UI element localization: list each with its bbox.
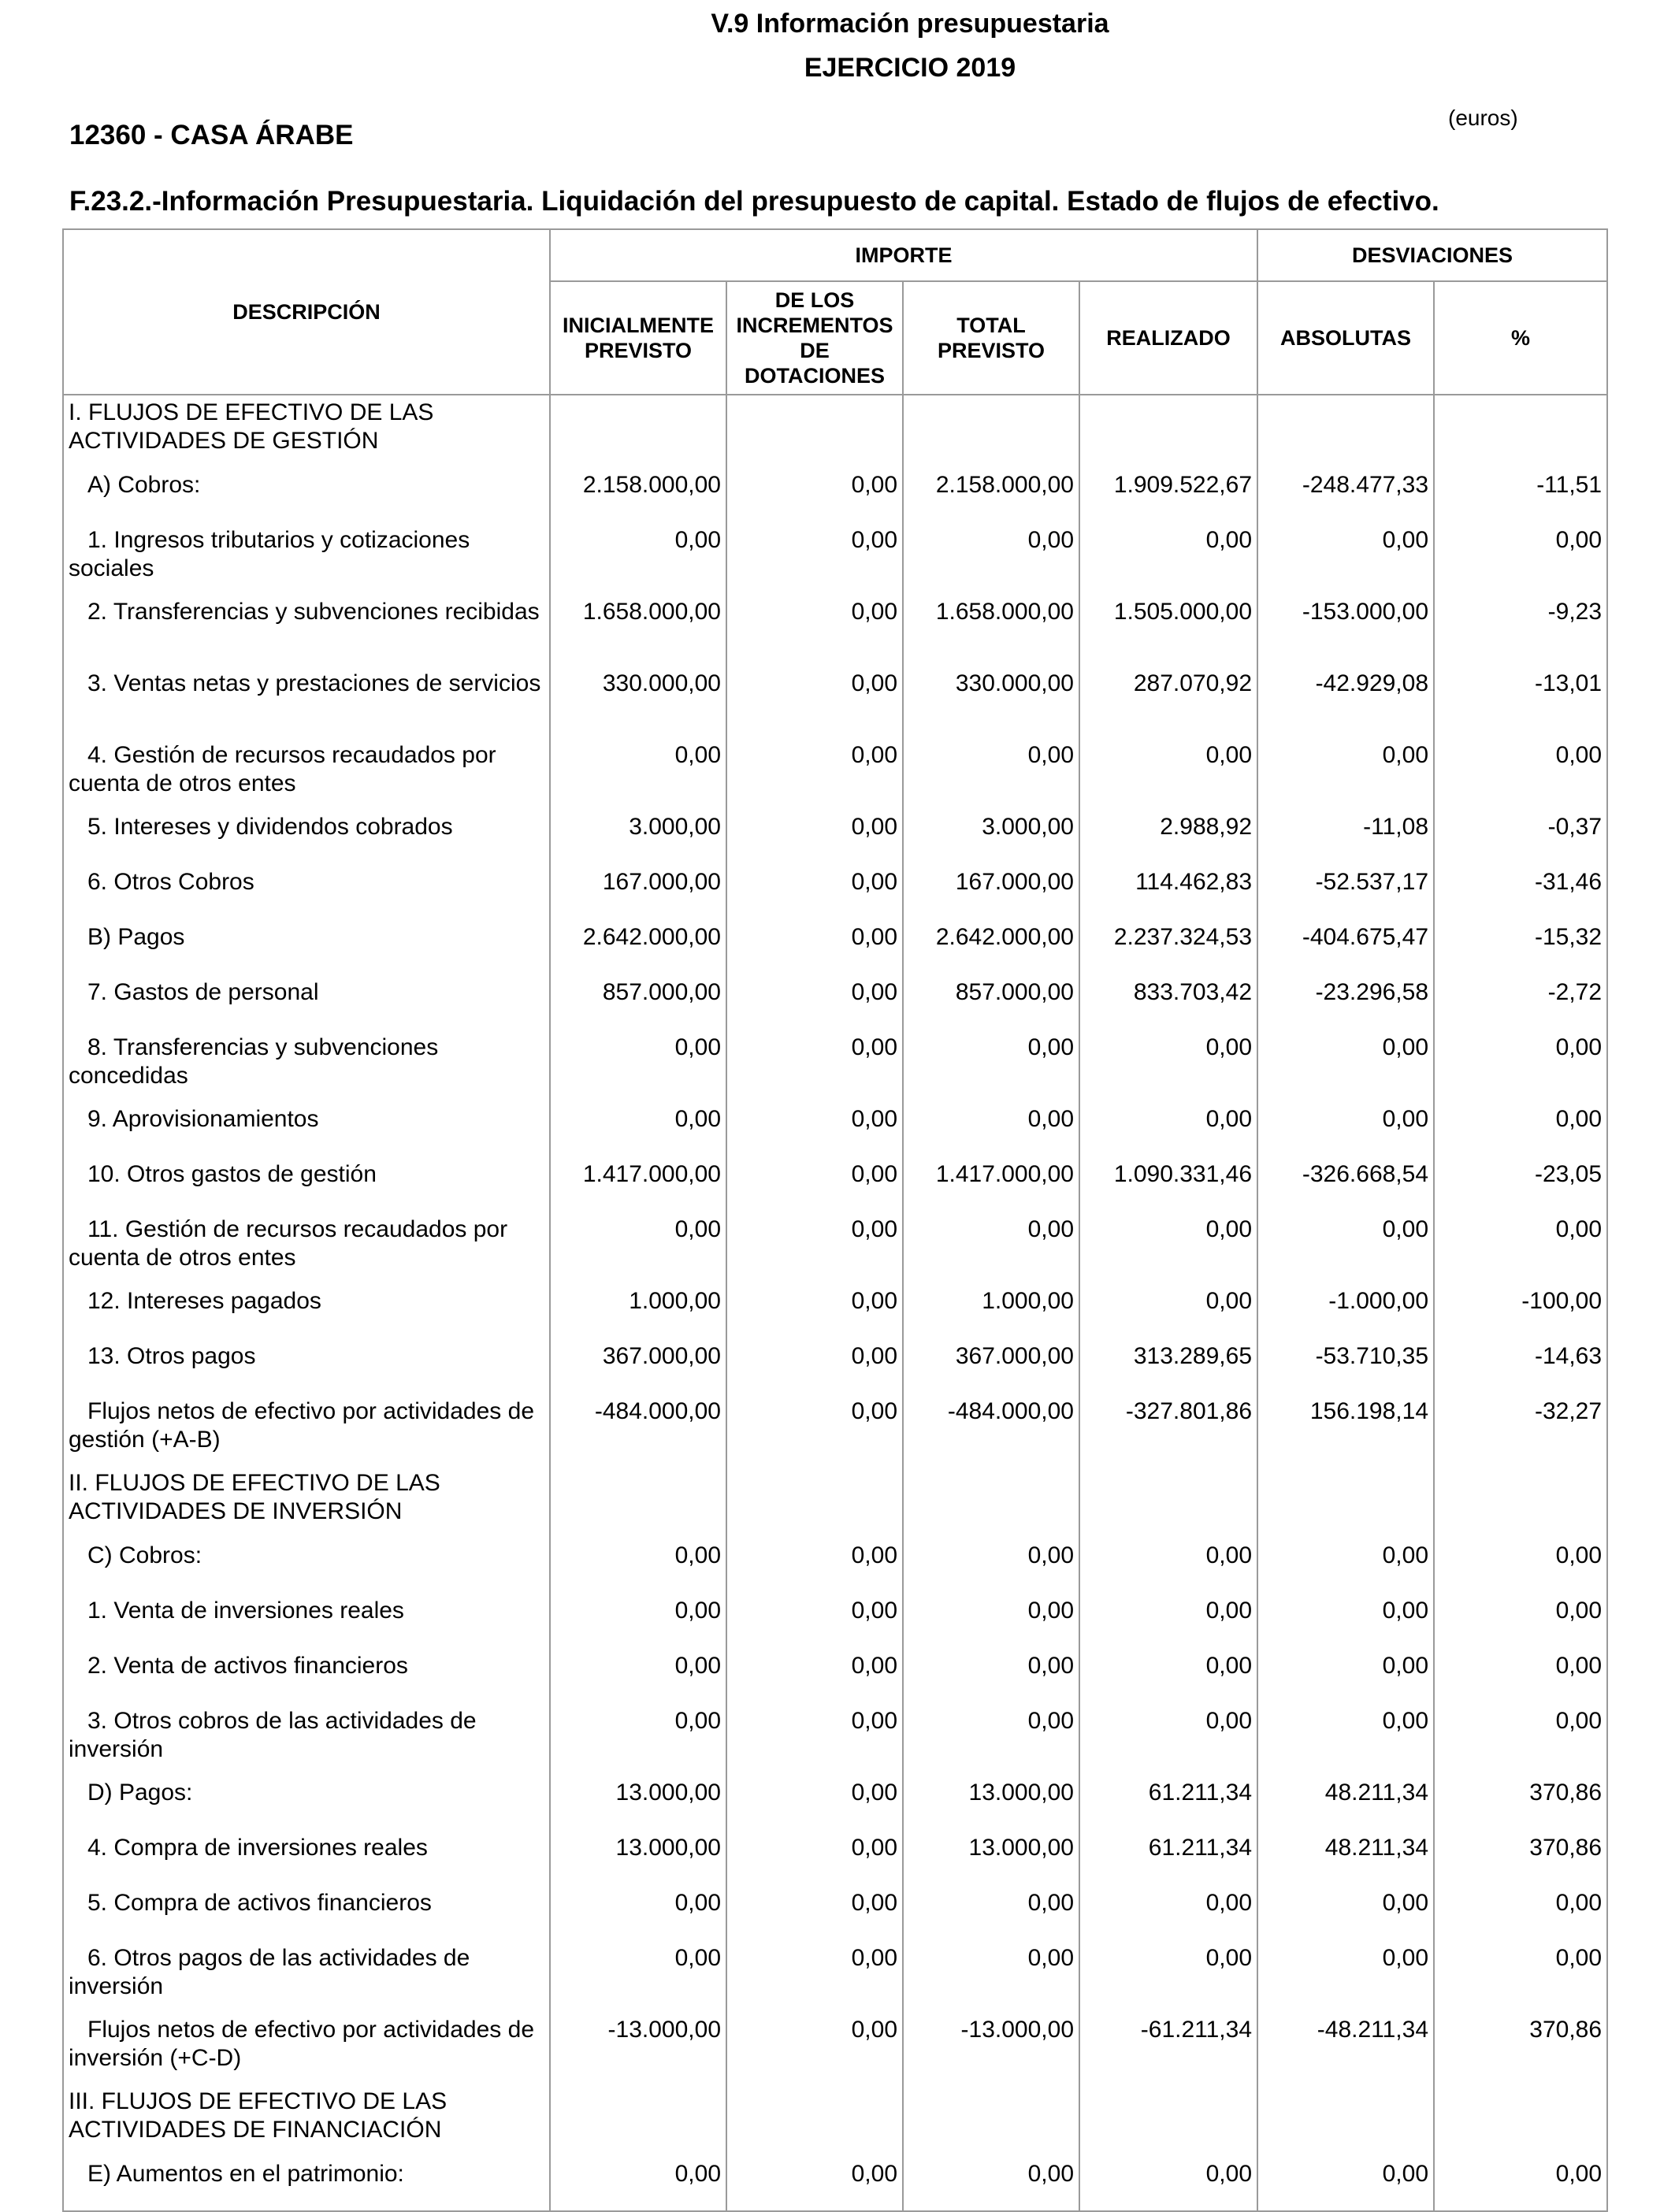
cell-total: 3.000,00 [903,810,1079,865]
cell-total: 0,00 [903,1030,1079,1102]
cell-total: -13.000,00 [903,2013,1079,2084]
cell-absolutas: -404.675,47 [1257,920,1434,975]
cell-pct: 0,00 [1434,523,1607,595]
row-description: I. FLUJOS DE EFECTIVO DE LAS ACTIVIDADES DE GESTIÓN [63,395,550,468]
cell-total [903,395,1079,468]
row-description: 5. Intereses y dividendos cobrados [63,810,550,865]
cell-absolutas: -53.710,35 [1257,1339,1434,1394]
cell-pct: 0,00 [1434,1102,1607,1157]
cell-pct [1434,395,1607,468]
cell-total: 0,00 [903,1886,1079,1941]
table-row [63,1886,1607,1941]
cell-total: 0,00 [903,1102,1079,1157]
cell-pct: 0,00 [1434,1030,1607,1102]
col-header-total: TOTAL PREVISTO [903,281,1079,395]
cell-pct: 0,00 [1434,1212,1607,1284]
table-row [63,920,1607,975]
row-description: B) Pagos [63,920,550,975]
cell-incrementos: 0,00 [726,595,903,666]
cell-inicial [550,1466,726,1538]
cell-pct: -23,05 [1434,1157,1607,1212]
cell-absolutas: -42.929,08 [1257,666,1434,738]
cell-inicial: 857.000,00 [550,975,726,1030]
row-description: III. FLUJOS DE EFECTIVO DE LAS ACTIVIDADES DE FINANCIACIÓN [63,2084,550,2157]
group-header-importe: IMPORTE [550,229,1257,281]
cell-absolutas: -11,08 [1257,810,1434,865]
cell-absolutas: 0,00 [1257,1704,1434,1776]
cell-incrementos: 0,00 [726,810,903,865]
entity-name: 12360 - CASA ÁRABE [69,120,354,150]
table-row [63,738,1607,810]
cell-incrementos: 0,00 [726,1102,903,1157]
row-description: 9. Aprovisionamientos [63,1102,550,1157]
cell-realizado [1079,2084,1257,2157]
cell-realizado: 833.703,42 [1079,975,1257,1030]
cell-total: 1.417.000,00 [903,1157,1079,1212]
cell-incrementos: 0,00 [726,1157,903,1212]
table-row [63,468,1607,523]
cell-incrementos: 0,00 [726,1538,903,1594]
cell-incrementos: 0,00 [726,1831,903,1886]
cell-inicial: 1.417.000,00 [550,1157,726,1212]
cell-absolutas: -248.477,33 [1257,468,1434,523]
cell-incrementos: 0,00 [726,666,903,738]
cell-incrementos: 0,00 [726,468,903,523]
cell-total: 2.642.000,00 [903,920,1079,975]
cell-total: 857.000,00 [903,975,1079,1030]
cell-inicial: 1.000,00 [550,1284,726,1339]
cell-absolutas: 0,00 [1257,738,1434,810]
cell-incrementos: 0,00 [726,1212,903,1284]
cell-incrementos: 0,00 [726,1030,903,1102]
cell-pct: 0,00 [1434,1649,1607,1704]
row-description: 13. Otros pagos [63,1339,550,1394]
cell-realizado: 0,00 [1079,2157,1257,2211]
cell-realizado: 313.289,65 [1079,1339,1257,1394]
row-description: Flujos netos de efectivo por actividades de gestión (+A-B) [63,1394,550,1466]
cell-inicial: 367.000,00 [550,1339,726,1394]
cell-realizado: 0,00 [1079,1212,1257,1284]
table-row [63,1704,1607,1776]
cell-absolutas: 0,00 [1257,1212,1434,1284]
cell-absolutas: 0,00 [1257,523,1434,595]
table-row [63,865,1607,920]
cell-realizado: 2.988,92 [1079,810,1257,865]
cell-total: 0,00 [903,1594,1079,1649]
cell-pct: 0,00 [1434,1538,1607,1594]
cell-total: 0,00 [903,1212,1079,1284]
cell-absolutas [1257,395,1434,468]
currency-units: (euros) [1448,106,1518,130]
row-description: A) Cobros: [63,468,550,523]
cell-inicial: -484.000,00 [550,1394,726,1466]
cell-realizado: 61.211,34 [1079,1831,1257,1886]
cell-absolutas: 0,00 [1257,1102,1434,1157]
cell-pct: 0,00 [1434,1594,1607,1649]
table-row [63,810,1607,865]
table-row [63,975,1607,1030]
cell-absolutas: -326.668,54 [1257,1157,1434,1212]
cell-pct: -32,27 [1434,1394,1607,1466]
row-description: 2. Transferencias y subvenciones recibidas [63,595,550,666]
report-subtitle: F.23.2.-Información Presupuestaria. Liquidación del presupuesto de capital. Estado de flujos de efectivo. [69,186,1439,217]
col-header-incrementos: DE LOS INCREMENTOS DE DOTACIONES [726,281,903,395]
row-description: Flujos netos de efectivo por actividades de inversión (+C-D) [63,2013,550,2084]
cell-total: 13.000,00 [903,1831,1079,1886]
cell-absolutas: 0,00 [1257,1030,1434,1102]
cell-absolutas: 48.211,34 [1257,1831,1434,1886]
row-description: 3. Otros cobros de las actividades de inversión [63,1704,550,1776]
cell-inicial: 0,00 [550,1704,726,1776]
cell-realizado: 0,00 [1079,1704,1257,1776]
cell-realizado: 61.211,34 [1079,1776,1257,1831]
cell-incrementos: 0,00 [726,1594,903,1649]
col-header-absolutas: ABSOLUTAS [1257,281,1434,395]
cell-pct: -2,72 [1434,975,1607,1030]
cell-inicial: 0,00 [550,1594,726,1649]
cell-total: 0,00 [903,2157,1079,2211]
table-row [63,1394,1607,1466]
cell-total: 0,00 [903,738,1079,810]
cell-total: 167.000,00 [903,865,1079,920]
cell-incrementos [726,2084,903,2157]
cell-absolutas: 0,00 [1257,1538,1434,1594]
table-row [63,1157,1607,1212]
cell-inicial: 0,00 [550,1102,726,1157]
cell-absolutas: -23.296,58 [1257,975,1434,1030]
cell-absolutas: 0,00 [1257,1649,1434,1704]
cell-absolutas: -153.000,00 [1257,595,1434,666]
cell-inicial: 167.000,00 [550,865,726,920]
cell-realizado: 1.909.522,67 [1079,468,1257,523]
cell-pct: 0,00 [1434,1941,1607,2013]
cell-realizado: 0,00 [1079,1649,1257,1704]
cell-absolutas [1257,1466,1434,1538]
cell-absolutas: 156.198,14 [1257,1394,1434,1466]
row-description: II. FLUJOS DE EFECTIVO DE LAS ACTIVIDADES DE INVERSIÓN [63,1466,550,1538]
cell-pct: -9,23 [1434,595,1607,666]
cell-inicial: 2.642.000,00 [550,920,726,975]
table-row [63,1284,1607,1339]
cell-inicial [550,2084,726,2157]
cell-incrementos: 0,00 [726,738,903,810]
cell-absolutas: 48.211,34 [1257,1776,1434,1831]
cash-flow-table [62,228,1608,2212]
table-row [63,1030,1607,1102]
table-row [63,595,1607,666]
cell-pct [1434,2084,1607,2157]
cell-total: 0,00 [903,1941,1079,2013]
col-header-realizado: REALIZADO [1079,281,1257,395]
cell-incrementos: 0,00 [726,1394,903,1466]
exercise-year: EJERCICIO 2019 [804,53,1016,83]
row-description: 6. Otros pagos de las actividades de inversión [63,1941,550,2013]
row-description: 1. Ingresos tributarios y cotizaciones sociales [63,523,550,595]
cell-total: 367.000,00 [903,1339,1079,1394]
cell-pct: 0,00 [1434,1704,1607,1776]
cell-incrementos: 0,00 [726,1941,903,2013]
col-header-pct: % [1434,281,1607,395]
row-description: E) Aumentos en el patrimonio: [63,2157,550,2211]
group-header-desviaciones: DESVIACIONES [1257,229,1607,281]
table-row [63,1941,1607,2013]
cell-pct: 0,00 [1434,2157,1607,2211]
cell-inicial: 2.158.000,00 [550,468,726,523]
cell-pct: 0,00 [1434,1886,1607,1941]
cell-realizado: 0,00 [1079,738,1257,810]
cell-pct: 0,00 [1434,738,1607,810]
cell-total [903,2084,1079,2157]
table-row [63,1339,1607,1394]
cell-realizado: 0,00 [1079,1941,1257,2013]
cell-pct: -15,32 [1434,920,1607,975]
cell-inicial: 0,00 [550,1649,726,1704]
row-description: 4. Compra de inversiones reales [63,1831,550,1886]
cell-pct: 370,86 [1434,1776,1607,1831]
table-row [63,1538,1607,1594]
row-description: 6. Otros Cobros [63,865,550,920]
cell-absolutas: 0,00 [1257,1941,1434,2013]
cell-total: 330.000,00 [903,666,1079,738]
cell-inicial: 13.000,00 [550,1776,726,1831]
cell-realizado [1079,395,1257,468]
cell-realizado: 1.090.331,46 [1079,1157,1257,1212]
cell-absolutas: 0,00 [1257,1594,1434,1649]
cell-realizado: 2.237.324,53 [1079,920,1257,975]
cell-incrementos: 0,00 [726,1704,903,1776]
cell-inicial: 3.000,00 [550,810,726,865]
cell-realizado: -327.801,86 [1079,1394,1257,1466]
col-header-inicial: INICIALMENTE PREVISTO [550,281,726,395]
table-row [63,666,1607,738]
cell-realizado: -61.211,34 [1079,2013,1257,2084]
cell-incrementos: 0,00 [726,920,903,975]
cell-inicial: 1.658.000,00 [550,595,726,666]
row-description: 4. Gestión de recursos recaudados por cuenta de otros entes [63,738,550,810]
col-header-descripcion: DESCRIPCIÓN [63,229,550,395]
cell-inicial: 0,00 [550,1212,726,1284]
cell-total: 2.158.000,00 [903,468,1079,523]
cell-realizado: 1.505.000,00 [1079,595,1257,666]
cell-incrementos: 0,00 [726,2157,903,2211]
cell-incrementos: 0,00 [726,523,903,595]
cell-realizado: 0,00 [1079,1886,1257,1941]
row-description: 1. Venta de inversiones reales [63,1594,550,1649]
row-description: 5. Compra de activos financieros [63,1886,550,1941]
cell-total: 1.658.000,00 [903,595,1079,666]
cell-inicial: 0,00 [550,1886,726,1941]
cell-absolutas: 0,00 [1257,2157,1434,2211]
cell-realizado: 0,00 [1079,1594,1257,1649]
row-description: 12. Intereses pagados [63,1284,550,1339]
cell-incrementos: 0,00 [726,2013,903,2084]
cell-pct: 370,86 [1434,2013,1607,2084]
row-description: C) Cobros: [63,1538,550,1594]
table-row [63,395,1607,468]
cell-inicial: 0,00 [550,1030,726,1102]
cell-incrementos: 0,00 [726,1886,903,1941]
cell-total: 0,00 [903,523,1079,595]
cell-inicial [550,395,726,468]
row-description: D) Pagos: [63,1776,550,1831]
row-description: 2. Venta de activos financieros [63,1649,550,1704]
cell-pct: 370,86 [1434,1831,1607,1886]
cell-pct: -14,63 [1434,1339,1607,1394]
cell-incrementos: 0,00 [726,1339,903,1394]
report-title: V.9 Información presupuestaria [711,9,1109,39]
cell-total [903,1466,1079,1538]
cell-realizado [1079,1466,1257,1538]
cell-inicial: 0,00 [550,2157,726,2211]
cell-absolutas: 0,00 [1257,1886,1434,1941]
cell-inicial: 13.000,00 [550,1831,726,1886]
table-row [63,2013,1607,2084]
row-description: 10. Otros gastos de gestión [63,1157,550,1212]
cell-realizado: 114.462,83 [1079,865,1257,920]
row-description: 11. Gestión de recursos recaudados por cuenta de otros entes [63,1212,550,1284]
table-row [63,2084,1607,2157]
cell-inicial: 0,00 [550,523,726,595]
cell-realizado: 0,00 [1079,523,1257,595]
row-description: 3. Ventas netas y prestaciones de servicios [63,666,550,738]
cell-absolutas: -1.000,00 [1257,1284,1434,1339]
cell-realizado: 287.070,92 [1079,666,1257,738]
cell-inicial: 330.000,00 [550,666,726,738]
cell-pct: -100,00 [1434,1284,1607,1339]
table-row [63,1466,1607,1538]
cell-incrementos: 0,00 [726,1776,903,1831]
table-body [63,395,1607,2211]
row-description: 7. Gastos de personal [63,975,550,1030]
cell-pct: -11,51 [1434,468,1607,523]
cell-total: 0,00 [903,1649,1079,1704]
cell-realizado: 0,00 [1079,1538,1257,1594]
cell-incrementos: 0,00 [726,975,903,1030]
cell-pct: -13,01 [1434,666,1607,738]
cell-incrementos [726,1466,903,1538]
table-row [63,1831,1607,1886]
cell-absolutas: -48.211,34 [1257,2013,1434,2084]
table-row [63,523,1607,595]
cell-incrementos: 0,00 [726,1284,903,1339]
cell-realizado: 0,00 [1079,1030,1257,1102]
cell-absolutas: -52.537,17 [1257,865,1434,920]
table-row [63,1649,1607,1704]
cell-absolutas [1257,2084,1434,2157]
cell-pct [1434,1466,1607,1538]
cell-inicial: 0,00 [550,1538,726,1594]
table-row [63,2157,1607,2211]
cell-incrementos: 0,00 [726,1649,903,1704]
cell-pct: -31,46 [1434,865,1607,920]
cell-total: 0,00 [903,1538,1079,1594]
cell-inicial: -13.000,00 [550,2013,726,2084]
table-row [63,1594,1607,1649]
cell-total: 13.000,00 [903,1776,1079,1831]
cell-inicial: 0,00 [550,1941,726,2013]
cell-total: 0,00 [903,1704,1079,1776]
cell-inicial: 0,00 [550,738,726,810]
table-row [63,1776,1607,1831]
cell-total: -484.000,00 [903,1394,1079,1466]
table-row [63,1102,1607,1157]
row-description: 8. Transferencias y subvenciones concedidas [63,1030,550,1102]
cell-incrementos: 0,00 [726,865,903,920]
cell-pct: -0,37 [1434,810,1607,865]
cell-incrementos [726,395,903,468]
cell-total: 1.000,00 [903,1284,1079,1339]
table-row [63,1212,1607,1284]
cell-realizado: 0,00 [1079,1102,1257,1157]
cell-realizado: 0,00 [1079,1284,1257,1339]
